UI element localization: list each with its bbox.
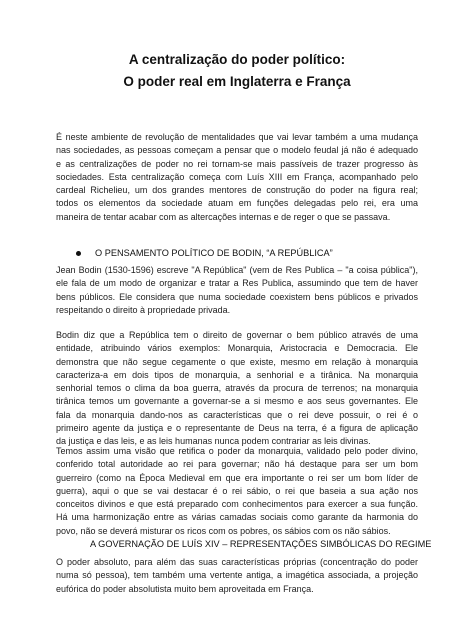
text-line: O poder absoluto, para além das suas características próprias (concentração do poder (56, 557, 418, 567)
text-line: Bodin diz que a República tem o direito de governar o bem público através de uma (56, 330, 418, 340)
text-line: caracteriza-a em dois tipos de monarquia, a senhorial e a tirânica. Na monarquia (56, 369, 418, 380)
text-line: todos os elementos da sociedade atuam em funções delegadas pelo rei, era uma (56, 198, 418, 209)
text-line: eufórica do poder absolutista muito bem aproveitada em França. (56, 583, 314, 594)
section-heading-text: A GOVERNAÇÃO DE LUÍS XIV – REPRESENTAÇÕES SIMBÓLICAS DO REGIME (90, 539, 432, 549)
text-line: entidade, atribuindo vários exemplos: Monarquia, Aristocracia e Democracia. Ele (56, 343, 418, 354)
text-line: demonstra que não segue cegamente o que existe, mesmo em relação à monarquia (56, 356, 418, 367)
text-line: sociedades. Esta centralização começa com Luís XIII em França, acompanhado pelo (56, 171, 418, 182)
text-line: e as centralizações de poder no rei tornam-se mais passíveis de trazer progresso às (56, 158, 418, 169)
text-line: povo, não se deverá misturar os ricos com os pobres, os sábios com os não sábios. (56, 525, 391, 536)
text-line: respeitando o direito à propriedade privada. (56, 304, 231, 315)
text-line: Jean Bodin (1530-1596) escreve "A República" (vem de Res Publica – "a coisa pública"), (56, 265, 418, 275)
text-line: cardeal Richelieu, um dos grandes mentores de construção do poder na figura real; (56, 185, 418, 196)
document-title-line-1: A centralização do poder político: (128, 52, 346, 67)
text-line: tirânica temos um governante a governar-se a si mesmo e aos seus governantes. Ele (56, 396, 418, 407)
text-line: guerra), aqui o que se vai destacar é o rei sábio, o rei que baseia a sua ação nos (56, 485, 418, 496)
text-line: conferido total autoridade ao rei para governar; não há destaque para ser um bom (56, 459, 418, 470)
bodin-paragraph-2 (56, 329, 418, 449)
document-title-line-2: O poder real em Inglaterra e França (123, 74, 351, 89)
text-line: primeiro agente da justiça e o representante de Deus na terra, é a figura de aplicação (56, 423, 418, 434)
section-heading-bodin (56, 248, 426, 258)
text-line: bens públicos. Ele considera que numa sociedade coexistem bens públicos e privados (56, 291, 418, 302)
text-line: senhorial temos o clima da boa guerra, através da procura de terrenos; na monarquia (56, 383, 418, 394)
text-line: nas sociedades, as pessoas começam a pensar que o modelo feudal já não é adequado (56, 145, 418, 156)
text-line: numa só pessoa), tem também uma vertente antiga, a imagética associada, a projeção (56, 570, 418, 581)
section-heading-luis-xiv (56, 539, 432, 549)
text-line: maneira de tentar acabar com as altercações internas e de reger o que se passava. (56, 211, 391, 222)
text-line: conceitos divinos e que está preparado com conhecimentos para exercer a sua função. (56, 499, 418, 510)
text-line: Há uma harmonização entre as várias camadas sociais como garante da harmonia do (56, 512, 418, 523)
intro-paragraph (56, 131, 418, 224)
text-line: É neste ambiente de revolução de mentalidades que vai levar também a uma mudança (56, 132, 418, 142)
text-line: Temos assim uma visão que retifica o poder da monarquia, validado pelo poder divino, (56, 446, 418, 456)
bullet-icon (76, 251, 81, 256)
section-heading-text: O PENSAMENTO POLÍTICO DE BODIN, “A REPÚBLICA” (95, 248, 333, 258)
text-line: ele fala de um modo de organizar e tratar a Res Publica, assumindo que tem de haver (56, 278, 418, 289)
text-line: guerreiro (como na Época Medieval em que era importante o rei ser um bom líder de (56, 472, 418, 483)
text-line: da justiça e das leis, e as leis humanas nunca podem contrariar as leis divinas. (56, 436, 371, 447)
bodin-paragraph-1 (56, 264, 418, 317)
text-line: fala da monarquia dando-nos as características que o rei deve possuir, o rei é o (56, 409, 418, 420)
bodin-paragraph-3 (56, 445, 418, 538)
luis-xiv-paragraph-1 (56, 556, 418, 596)
